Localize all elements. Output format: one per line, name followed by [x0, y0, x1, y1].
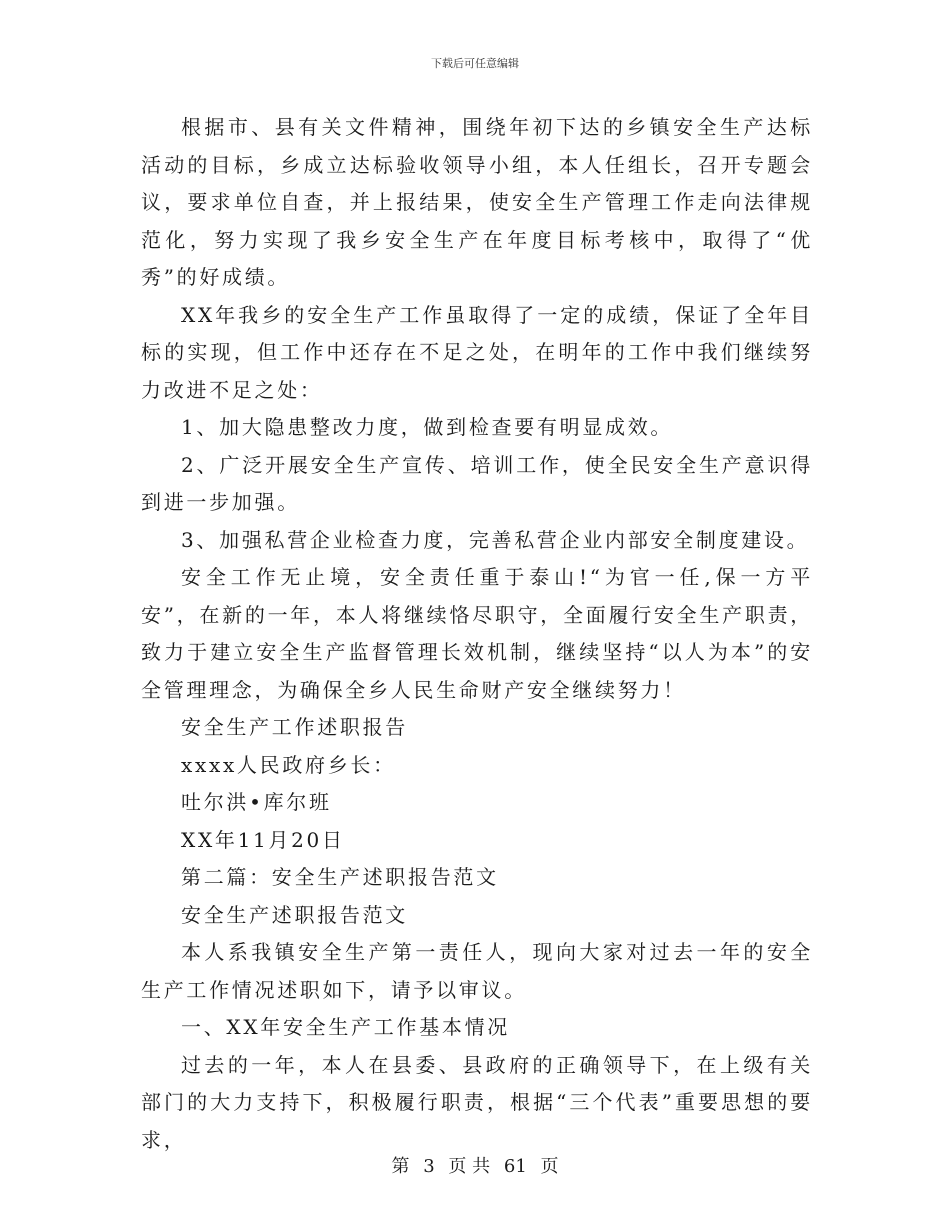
current-page-number: 3	[423, 1156, 435, 1177]
footer-prefix: 第	[391, 1156, 410, 1177]
document-body	[141, 109, 813, 1159]
subsection-heading: 一、XX年安全生产工作基本情况	[181, 1015, 510, 1039]
paragraph: 2、广泛开展安全生产宣传、培训工作，使全民安全生产意识得到进一步加强。	[141, 452, 813, 514]
paragraph: 过去的一年，本人在县委、县政府的正确领导下，在上级有关部门的大力支持下，积极履行职责，根据“三个代表”重要思想的要求，	[141, 1052, 813, 1152]
paragraph: 本人系我镇安全生产第一责任人，现向大家对过去一年的安全生产工作情况述职如下，请予以审议。	[141, 940, 813, 1002]
paragraph: 1、加大隐患整改力度，做到检查要有明显成效。	[181, 415, 674, 439]
footer-middle: 页 共	[448, 1156, 491, 1177]
section-title: 安全生产工作述职报告	[181, 715, 408, 739]
paragraph: 3、加强私营企业检查力度，完善私营企业内部安全制度建设。	[181, 527, 810, 552]
total-page-count: 61	[503, 1156, 527, 1177]
section-title: 安全生产述职报告范文	[181, 902, 408, 927]
paragraph: XX年我乡的安全生产工作虽取得了一定的成绩，保证了全年目标的实现，但工作中还存在不足之处，在明年的工作中我们继续努力改进不足之处：	[141, 302, 813, 402]
addressee: xxxx人民政府乡长：	[181, 752, 396, 777]
chapter-heading: 第二篇：安全生产述职报告范文	[181, 865, 499, 889]
footer-suffix: 页	[540, 1156, 559, 1177]
paragraph: 根据市、县有关文件精神，围绕年初下达的乡镇安全生产达标活动的目标，乡成立达标验收领导小组，本人任组长，召开专题会议，要求单位自查，并上报结果，使安全生产管理工作走向法律规范化，努力实现了我乡安全生产在年度目标考核中，取得了“优秀”的好成绩。	[141, 115, 813, 289]
paragraph: 安全工作无止境，安全责任重于泰山!“为官一任,保一方平安”，在新的一年，本人将继续恪尽职守，全面履行安全生产职责，致力于建立安全生产监督管理长效机制，继续坚持“以人为本”的安全管理理念，为确保全乡人民生命财产安全继续努力！	[141, 565, 813, 702]
page-number-footer	[0, 1152, 950, 1178]
page-header: 下载后可任意编辑	[431, 57, 519, 70]
date-line: XX年11月20日	[181, 827, 345, 852]
author-name: 吐尔洪•库尔班	[181, 790, 332, 814]
